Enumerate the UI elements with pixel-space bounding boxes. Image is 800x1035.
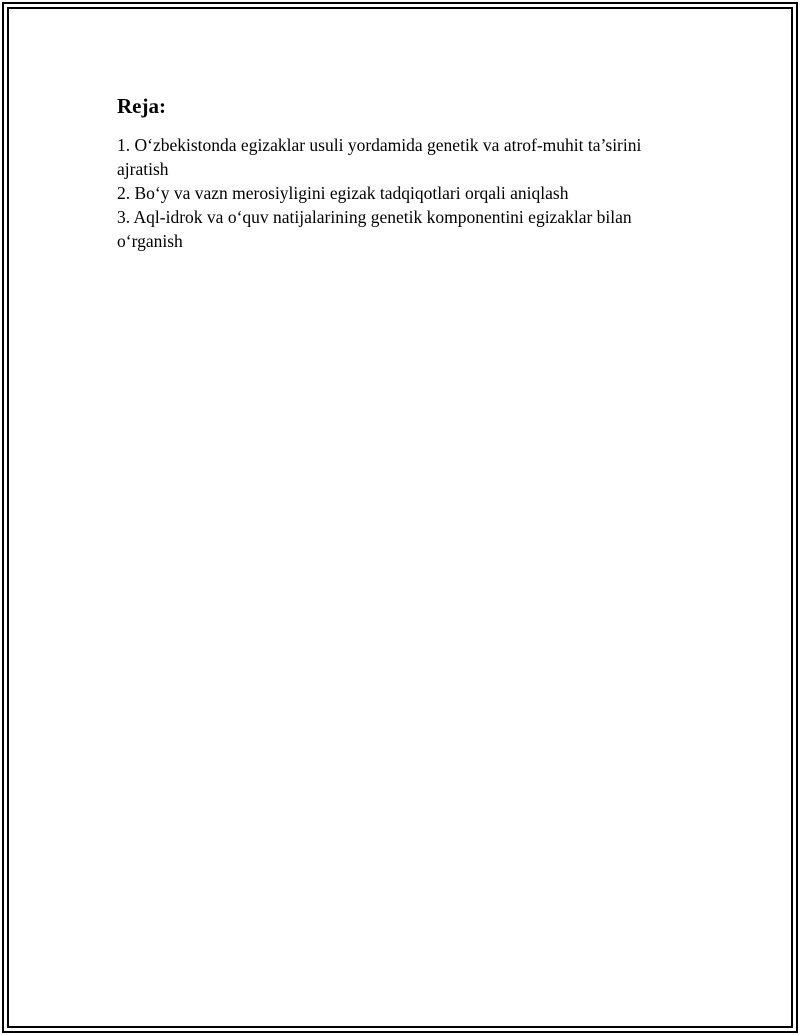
plan-heading: Reja: (117, 94, 166, 118)
document-content (117, 93, 697, 253)
plan-item-2: 2. Bo‘y va vazn merosiyligini egizak tadqiqotlari orqali aniqlash (117, 183, 569, 203)
plan-item-3: 3. Aql-idrok va o‘quv natijalarining genetik komponentini egizaklar bilan o‘rganish (117, 207, 632, 251)
plan-item-1: 1. O‘zbekistonda egizaklar usuli yordamida genetik va atrof-muhit ta’sirini ajratish (117, 135, 642, 179)
plan-list (117, 133, 697, 253)
